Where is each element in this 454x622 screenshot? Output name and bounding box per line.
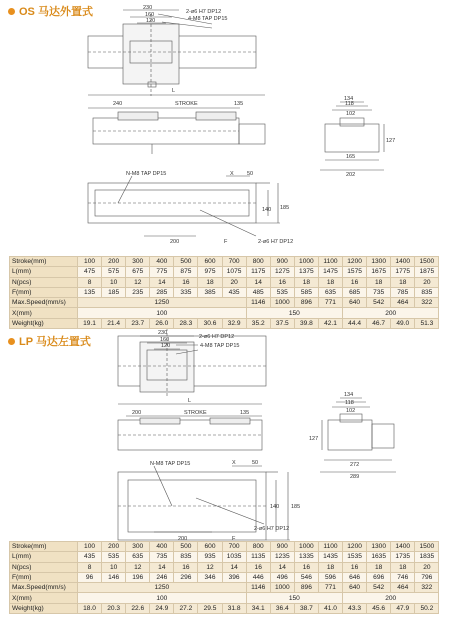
lp-end-view xyxy=(320,398,396,472)
table-cell: 1775 xyxy=(391,267,415,277)
table-cell: 675 xyxy=(126,267,150,277)
table-cell: 18.0 xyxy=(78,603,102,613)
table-cell: 1000 xyxy=(294,257,318,267)
table-cell: 12 xyxy=(126,562,150,572)
table-row xyxy=(10,287,439,297)
table-cell: 16 xyxy=(343,562,367,572)
lp-base-tap: N-M8 TAP DP15 xyxy=(150,461,191,467)
row-label: F(mm) xyxy=(10,572,78,582)
table-cell: 835 xyxy=(415,287,439,297)
table-cell: 43.3 xyxy=(343,603,367,613)
table-cell: 8 xyxy=(78,277,102,287)
table-cell: 18 xyxy=(391,277,415,287)
table-cell: 200 xyxy=(102,257,126,267)
table-cell: 900 xyxy=(270,257,294,267)
os-note-pin: 2-ø6 H7 DP12 xyxy=(186,9,222,15)
lp-end-289: 289 xyxy=(350,474,360,480)
table-cell: 41.0 xyxy=(318,603,342,613)
table-cell: 150 xyxy=(246,308,342,318)
table-cell: 16 xyxy=(246,562,270,572)
table-cell: 1275 xyxy=(270,267,294,277)
table-cell: 196 xyxy=(126,572,150,582)
row-label: F(mm) xyxy=(10,287,78,297)
os-dim-230: 230 xyxy=(143,5,153,11)
table-cell: 1146 xyxy=(246,583,270,593)
os-base-view xyxy=(88,176,280,236)
table-cell: 596 xyxy=(318,572,342,582)
table-cell: 446 xyxy=(246,572,270,582)
lp-note-pin: 2-ø6 H7 DP12 xyxy=(199,334,235,340)
table-cell: 100 xyxy=(78,542,102,552)
table-cell: 24.9 xyxy=(150,603,174,613)
lp-note-tap: 4-M8 TAP DP15 xyxy=(200,343,240,349)
table-row xyxy=(10,552,439,562)
table-cell: 51.3 xyxy=(415,318,439,328)
table-cell: 45.6 xyxy=(367,603,391,613)
table-cell: 14 xyxy=(150,562,174,572)
lp-end-118: 118 xyxy=(345,400,354,406)
os-base-140: 140 xyxy=(262,207,272,213)
table-cell: 600 xyxy=(198,257,222,267)
table-cell: 771 xyxy=(318,298,342,308)
table-cell: 535 xyxy=(102,552,126,562)
table-cell: 27.2 xyxy=(174,603,198,613)
table-cell: 896 xyxy=(294,298,318,308)
table-cell: 1000 xyxy=(270,583,294,593)
table-cell: 42.1 xyxy=(318,318,342,328)
lp-end-102: 102 xyxy=(346,408,356,414)
os-title-text: OS 马达外置式 xyxy=(19,6,93,18)
table-cell: 1500 xyxy=(415,257,439,267)
table-cell: 1375 xyxy=(294,267,318,277)
table-cell: 1400 xyxy=(391,542,415,552)
table-cell: 44.4 xyxy=(343,318,367,328)
table-cell: 46.7 xyxy=(367,318,391,328)
table-cell: 50.2 xyxy=(415,603,439,613)
table-cell: 18 xyxy=(367,562,391,572)
lp-base-140: 140 xyxy=(270,504,280,510)
table-cell: 20 xyxy=(222,277,246,287)
section-bullet-icon xyxy=(8,338,15,345)
table-cell: 1075 xyxy=(222,267,246,277)
table-cell: 285 xyxy=(150,287,174,297)
table-cell: 18 xyxy=(318,562,342,572)
table-cell: 640 xyxy=(343,583,367,593)
table-cell: 1200 xyxy=(343,542,367,552)
row-label: L(mm) xyxy=(10,552,78,562)
row-label: X(mm) xyxy=(10,308,78,318)
table-cell: 485 xyxy=(246,287,270,297)
table-cell: 18 xyxy=(367,277,391,287)
os-dim-120: 120 xyxy=(146,18,156,24)
table-cell: 10 xyxy=(102,562,126,572)
table-cell: 100 xyxy=(78,257,102,267)
table-cell: 1300 xyxy=(367,257,391,267)
table-cell: 300 xyxy=(126,542,150,552)
table-cell: 1200 xyxy=(343,257,367,267)
table-cell: 34.1 xyxy=(246,603,270,613)
table-cell: 96 xyxy=(78,572,102,582)
table-cell: 785 xyxy=(391,287,415,297)
table-row xyxy=(10,308,439,318)
table-cell: 47.9 xyxy=(391,603,415,613)
lp-base-x: X xyxy=(232,460,236,466)
table-cell: 200 xyxy=(343,593,439,603)
table-cell: 1875 xyxy=(415,267,439,277)
row-label: N(pcs) xyxy=(10,562,78,572)
lp-base-50: 50 xyxy=(252,460,259,466)
table-cell: 800 xyxy=(246,257,270,267)
table-row xyxy=(10,267,439,277)
table-row xyxy=(10,298,439,308)
table-cell: 1475 xyxy=(318,267,342,277)
lp-dim-200: 200 xyxy=(132,410,142,416)
os-spec-table xyxy=(9,256,439,329)
table-cell: 1675 xyxy=(367,267,391,277)
os-dim-L: L xyxy=(172,88,176,94)
table-cell: 835 xyxy=(174,552,198,562)
table-cell: 21.4 xyxy=(102,318,126,328)
table-row xyxy=(10,583,439,593)
row-label: Weight(kg) xyxy=(10,318,78,328)
lp-spec-table xyxy=(9,541,439,614)
table-row xyxy=(10,572,439,582)
table-cell: 16 xyxy=(343,277,367,287)
table-cell: 246 xyxy=(150,572,174,582)
row-label: Stroke(mm) xyxy=(10,542,78,552)
table-cell: 400 xyxy=(150,542,174,552)
table-cell: 435 xyxy=(78,552,102,562)
table-cell: 49.0 xyxy=(391,318,415,328)
lp-base-185: 185 xyxy=(291,504,301,510)
table-cell: 18 xyxy=(294,277,318,287)
table-cell: 1235 xyxy=(270,552,294,562)
os-base-185: 185 xyxy=(280,205,290,211)
table-cell: 32.9 xyxy=(222,318,246,328)
os-base-200: 200 xyxy=(170,239,180,245)
os-base-F: F xyxy=(224,239,228,245)
lp-base-pin: 2-ø6 H7 DP12 xyxy=(254,526,290,532)
table-cell: 150 xyxy=(246,593,342,603)
table-cell: 18 xyxy=(318,277,342,287)
table-cell: 1000 xyxy=(294,542,318,552)
os-end-165: 165 xyxy=(346,154,356,160)
table-cell: 300 xyxy=(126,257,150,267)
table-cell: 1335 xyxy=(294,552,318,562)
lp-dim-120: 120 xyxy=(161,343,171,349)
row-label: Max.Speed(mm/s) xyxy=(10,298,78,308)
table-cell: 322 xyxy=(415,583,439,593)
table-cell: 500 xyxy=(174,257,198,267)
table-cell: 18 xyxy=(391,562,415,572)
table-cell: 585 xyxy=(294,287,318,297)
table-cell: 396 xyxy=(222,572,246,582)
table-cell: 475 xyxy=(78,267,102,277)
os-dim-240: 240 xyxy=(113,101,123,107)
lp-title-text: LP 马达左置式 xyxy=(19,336,91,348)
os-end-102: 102 xyxy=(346,111,356,117)
table-cell: 600 xyxy=(198,542,222,552)
lp-end-134: 134 xyxy=(344,392,354,398)
table-cell: 10 xyxy=(102,277,126,287)
table-cell: 771 xyxy=(318,583,342,593)
table-cell: 496 xyxy=(270,572,294,582)
row-label: Stroke(mm) xyxy=(10,257,78,267)
table-cell: 975 xyxy=(198,267,222,277)
table-cell: 735 xyxy=(150,552,174,562)
lp-dim-160: 160 xyxy=(160,337,170,343)
table-cell: 900 xyxy=(270,542,294,552)
table-cell: 20 xyxy=(415,562,439,572)
os-top-view xyxy=(88,10,256,96)
table-cell: 16 xyxy=(174,277,198,287)
table-cell: 1400 xyxy=(391,257,415,267)
table-cell: 36.4 xyxy=(270,603,294,613)
table-cell: 500 xyxy=(174,542,198,552)
table-cell: 16 xyxy=(294,562,318,572)
table-cell: 31.8 xyxy=(222,603,246,613)
table-cell: 1146 xyxy=(246,298,270,308)
table-cell: 464 xyxy=(391,298,415,308)
table-cell: 535 xyxy=(270,287,294,297)
table-cell: 775 xyxy=(150,267,174,277)
table-cell: 1250 xyxy=(78,583,247,593)
table-cell: 1835 xyxy=(415,552,439,562)
table-cell: 1100 xyxy=(318,257,342,267)
table-cell: 14 xyxy=(246,277,270,287)
table-cell: 685 xyxy=(343,287,367,297)
os-base-pin: 2-ø6 H7 DP12 xyxy=(258,239,294,245)
table-row xyxy=(10,277,439,287)
os-end-134: 134 xyxy=(344,96,354,102)
table-cell: 435 xyxy=(222,287,246,297)
table-cell: 14 xyxy=(150,277,174,287)
table-cell: 896 xyxy=(294,583,318,593)
table-cell: 14 xyxy=(270,562,294,572)
table-cell: 464 xyxy=(391,583,415,593)
table-cell: 735 xyxy=(367,287,391,297)
table-cell: 12 xyxy=(198,562,222,572)
os-dim-160: 160 xyxy=(145,12,155,18)
os-end-202: 202 xyxy=(346,172,356,178)
table-cell: 1735 xyxy=(391,552,415,562)
os-note-tap: 4-M8 TAP DP15 xyxy=(188,16,228,22)
table-cell: 1535 xyxy=(343,552,367,562)
table-cell: 322 xyxy=(415,298,439,308)
table-cell: 29.5 xyxy=(198,603,222,613)
table-row xyxy=(10,542,439,552)
table-cell: 100 xyxy=(78,593,247,603)
table-cell: 1135 xyxy=(246,552,270,562)
table-cell: 20.3 xyxy=(102,603,126,613)
table-cell: 700 xyxy=(222,257,246,267)
table-cell: 542 xyxy=(367,583,391,593)
table-cell: 385 xyxy=(198,287,222,297)
table-row xyxy=(10,257,439,267)
table-cell: 22.6 xyxy=(126,603,150,613)
lp-end-272: 272 xyxy=(350,462,360,468)
table-row xyxy=(10,603,439,613)
table-cell: 35.2 xyxy=(246,318,270,328)
table-cell: 19.1 xyxy=(78,318,102,328)
table-cell: 146 xyxy=(102,572,126,582)
table-cell: 30.6 xyxy=(198,318,222,328)
os-base-x: X xyxy=(230,171,234,177)
table-cell: 23.7 xyxy=(126,318,150,328)
table-row xyxy=(10,562,439,572)
table-cell: 1175 xyxy=(246,267,270,277)
table-cell: 635 xyxy=(126,552,150,562)
table-cell: 875 xyxy=(174,267,198,277)
table-cell: 935 xyxy=(198,552,222,562)
table-cell: 1250 xyxy=(78,298,247,308)
lp-base-F: F xyxy=(232,536,236,542)
table-cell: 39.8 xyxy=(294,318,318,328)
table-cell: 235 xyxy=(126,287,150,297)
table-cell: 200 xyxy=(343,308,439,318)
table-cell: 542 xyxy=(367,298,391,308)
table-cell: 1100 xyxy=(318,542,342,552)
table-cell: 1300 xyxy=(367,542,391,552)
lp-dim-135: 135 xyxy=(240,410,250,416)
table-cell: 38.7 xyxy=(294,603,318,613)
table-cell: 16 xyxy=(270,277,294,287)
lp-end-127: 127 xyxy=(309,436,319,442)
table-cell: 1500 xyxy=(415,542,439,552)
table-row xyxy=(10,318,439,328)
table-cell: 18 xyxy=(198,277,222,287)
table-cell: 546 xyxy=(294,572,318,582)
table-cell: 575 xyxy=(102,267,126,277)
table-cell: 696 xyxy=(367,572,391,582)
lp-base-200: 200 xyxy=(178,536,188,542)
table-cell: 796 xyxy=(415,572,439,582)
table-cell: 635 xyxy=(318,287,342,297)
table-cell: 646 xyxy=(343,572,367,582)
os-end-127: 127 xyxy=(386,138,396,144)
table-cell: 12 xyxy=(126,277,150,287)
table-cell: 640 xyxy=(343,298,367,308)
table-cell: 296 xyxy=(174,572,198,582)
lp-dim-L: L xyxy=(188,398,192,404)
table-cell: 700 xyxy=(222,542,246,552)
row-label: Weight(kg) xyxy=(10,603,78,613)
table-cell: 8 xyxy=(78,562,102,572)
table-cell: 14 xyxy=(222,562,246,572)
table-cell: 37.5 xyxy=(270,318,294,328)
table-cell: 1575 xyxy=(343,267,367,277)
table-cell: 335 xyxy=(174,287,198,297)
row-label: N(pcs) xyxy=(10,277,78,287)
table-cell: 1635 xyxy=(367,552,391,562)
table-cell: 346 xyxy=(198,572,222,582)
os-dim-135: 135 xyxy=(234,101,244,107)
row-label: X(mm) xyxy=(10,593,78,603)
table-cell: 1435 xyxy=(318,552,342,562)
table-cell: 1035 xyxy=(222,552,246,562)
lp-top-view xyxy=(118,328,266,398)
table-cell: 746 xyxy=(391,572,415,582)
os-end-118: 118 xyxy=(345,101,354,107)
os-base-50: 50 xyxy=(247,171,254,177)
table-cell: 400 xyxy=(150,257,174,267)
row-label: L(mm) xyxy=(10,267,78,277)
lp-dim-stroke: STROKE xyxy=(184,410,207,416)
table-cell: 100 xyxy=(78,308,247,318)
table-cell: 135 xyxy=(78,287,102,297)
table-cell: 200 xyxy=(102,542,126,552)
row-label: Max.Speed(mm/s) xyxy=(10,583,78,593)
table-cell: 20 xyxy=(415,277,439,287)
lp-section-title xyxy=(8,333,91,349)
os-dim-stroke: STROKE xyxy=(175,101,198,107)
table-row xyxy=(10,593,439,603)
table-cell: 1000 xyxy=(270,298,294,308)
table-cell: 185 xyxy=(102,287,126,297)
table-cell: 28.3 xyxy=(174,318,198,328)
table-cell: 16 xyxy=(174,562,198,572)
os-base-tap: N-M8 TAP DP15 xyxy=(126,171,167,177)
table-cell: 26.0 xyxy=(150,318,174,328)
lp-dim-230: 230 xyxy=(158,330,168,336)
table-cell: 800 xyxy=(246,542,270,552)
